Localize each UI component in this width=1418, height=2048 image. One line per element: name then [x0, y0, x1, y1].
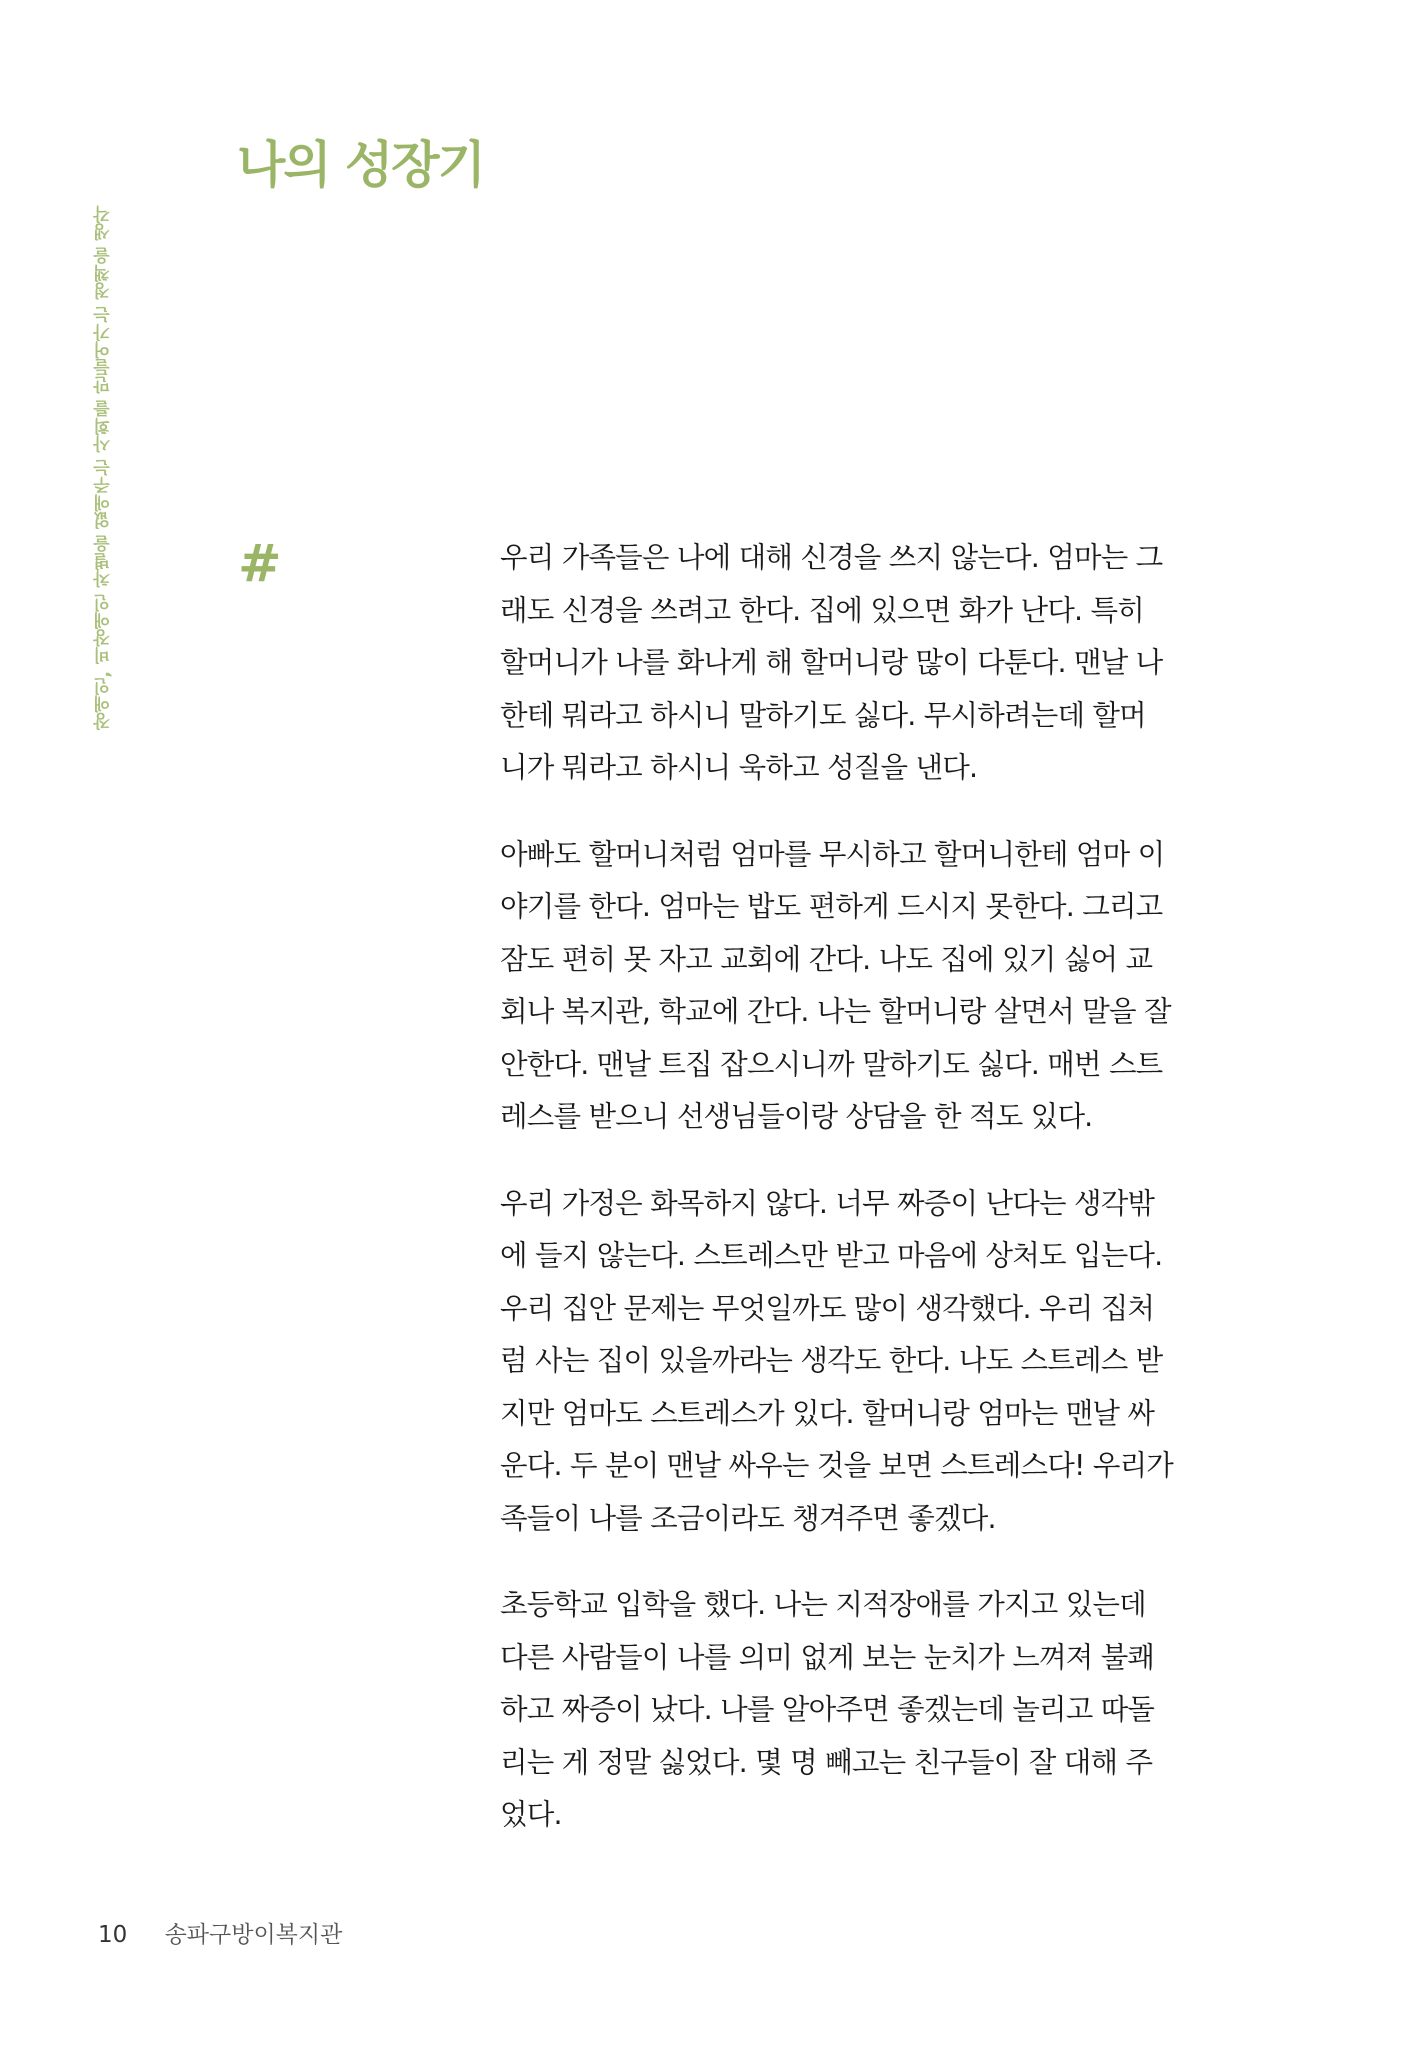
paragraph-1 [500, 532, 1162, 795]
hash-icon: # [238, 534, 282, 594]
text-line: 에 들지 않는다. 스트레스만 받고 마음에 상처도 입는다. [500, 1239, 1163, 1272]
text-line: 하고 짜증이 났다. 나를 알아주면 좋겠는데 놀리고 따돌 [500, 1693, 1155, 1726]
text-line: 야기를 한다. 엄마는 밥도 편하게 드시지 못한다. 그리고 [500, 890, 1163, 923]
text-line: 리는 게 정말 싫었다. 몇 명 빼고는 친구들이 잘 대해 주 [500, 1745, 1153, 1779]
text-line: 지만 엄마도 스트레스가 있다. 할머니랑 엄마는 맨날 싸 [500, 1396, 1155, 1430]
text-line: 운다. 두 분이 맨날 싸우는 것을 보면 스트레스다! 우리가 [500, 1449, 1174, 1482]
paragraph-4 [500, 1579, 1162, 1842]
organization-name: 송파구방이복지관 [164, 1922, 343, 1948]
text-line: 럼 사는 집이 있을까라는 생각도 한다. 나도 스트레스 받 [500, 1344, 1163, 1377]
text-line: 안한다. 맨날 트집 잡으시니까 말하기도 싫다. 매번 스트 [500, 1047, 1163, 1081]
text-line: 할머니가 나를 화나게 해 할머니랑 많이 다툰다. 맨날 나 [500, 646, 1163, 679]
text-line: 래도 신경을 쓰려고 한다. 집에 있으면 화가 난다. 특히 [500, 593, 1144, 627]
page-number: 10 [98, 1922, 128, 1948]
text-line: 니가 뭐라고 하시니 욱하고 성질을 낸다. [500, 751, 978, 784]
text-line: 초등학교 입학을 했다. 나는 지적장애를 가지고 있는데 [500, 1588, 1146, 1621]
page-title: 나의 성장기 [237, 136, 484, 194]
text-line: 레스를 받으니 선생님들이랑 상담을 한 적도 있다. [500, 1100, 1093, 1133]
side-running-title: 장애인, 비장애인 차별을 없애주는 사회를 만들어가는 정책을 생각 [94, 205, 114, 730]
text-line: 족들이 나를 조금이라도 챙겨주면 좋겠다. [500, 1501, 996, 1535]
paragraph-3 [500, 1178, 1174, 1546]
text-line: 우리 집안 문제는 무엇일까도 많이 생각했다. 우리 집처 [500, 1291, 1155, 1325]
text-line: 우리 가족들은 나에 대해 신경을 쓰지 않는다. 엄마는 그 [500, 541, 1163, 574]
body-text [500, 532, 1174, 1876]
page-footer [98, 1916, 342, 1949]
text-line: 다른 사람들이 나를 의미 없게 보는 눈치가 느껴져 불쾌 [500, 1640, 1155, 1674]
text-line: 회나 복지관, 학교에 간다. 나는 할머니랑 살면서 말을 잘 [500, 995, 1171, 1028]
text-line: 한테 뭐라고 하시니 말하기도 싫다. 무시하려는데 할머 [500, 698, 1146, 732]
text-line: 었다. [500, 1798, 562, 1831]
text-line: 잠도 편히 못 자고 교회에 간다. 나도 집에 있기 싫어 교 [500, 942, 1153, 976]
paragraph-2 [500, 829, 1171, 1144]
text-line: 우리 가정은 화목하지 않다. 너무 짜증이 난다는 생각밖 [500, 1186, 1155, 1220]
text-line: 아빠도 할머니처럼 엄마를 무시하고 할머니한테 엄마 이 [500, 837, 1165, 871]
